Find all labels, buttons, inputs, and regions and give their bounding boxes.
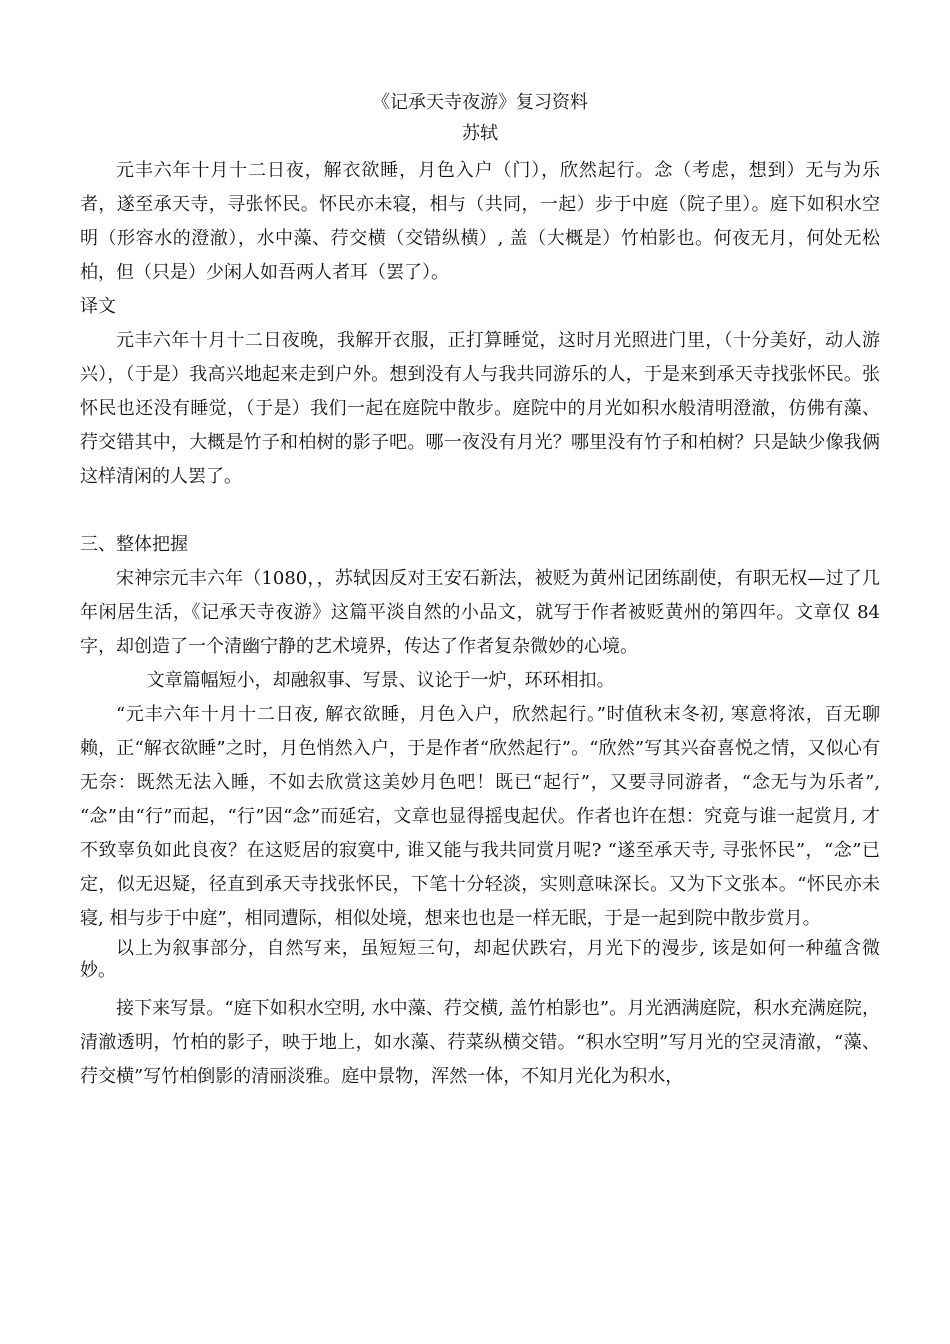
overview-paragraph-3: “元丰六年十月十二日夜, 解衣欲睡，月色入户，欣然起行。”时值秋末冬初, 寒意将浓，百无聊赖，正“解衣欲睡”之时，月色悄然入户，于是作者“欣然起行”。“欣然”写其兴奋喜悦之情，又似心有无奈：既然无法入睡，不如去欣赏这美妙月色吧！既已“起行”，又要寻同游者，“念无与为乐者”, “念”由“行”而起，“行”因“念”而延宕，文章也显得摇曳起伏。作者也许在想：究竟与谁一起赏月, 才不致辜负如此良夜？在这贬居的寂寞中, 谁又能与我共同赏月呢? “遂至承天寺, 寻张怀民”，“念”已定，似无迟疑，径直到承天寺找张怀民，下笔十分轻淡，实则意味深长。又为下文张本。“怀民亦未寝, 相与步于中庭”，相同遭际，相似处境，想来也也是一样无眠，于是一起到院中散步赏月。 <box>80 704 880 929</box>
translation-label: 译文 <box>80 296 116 317</box>
overview-paragraph-4: 以上为叙事部分，自然写来，虽短短三句，却起伏跌宕，月光下的漫步, 该是如何一种蕴含微妙。 <box>80 938 880 981</box>
document-page <box>80 88 880 1094</box>
translation-paragraph: 元丰六年十月十二日夜晚，我解开衣服，正打算睡觉，这时月光照进门里，（十分美好，动人游兴），（于是）我高兴地起来走到户外。想到没有人与我共同游乐的人，于是来到承天寺找张怀民。张怀民也还没有睡觉，（于是）我们一起在庭院中散步。庭院中的月光如积水般清明澄澈，仿佛有藻、荇交错其中，大概是竹子和柏树的影子吧。哪一夜没有月光？哪里没有竹子和柏树？只是缺少像我俩这样清闲的人罢了。 <box>80 330 880 487</box>
document-author: 苏轼 <box>462 123 498 144</box>
original-text-paragraph: 元丰六年十月十二日夜，解衣欲睡，月色入户（门），欣然起行。念（考虑，想到）无与为乐者，遂至承天寺，寻张怀民。怀民亦未寝，相与（共同，一起）步于中庭（院子里）。庭下如积水空明（形容水的澄澈），水中藻、荇交横（交错纵横）, 盖（大概是）竹柏影也。何夜无月，何处无松柏，但（只是）少闲人如吾两人者耳（罢了）。 <box>80 160 880 283</box>
document-title: 《记承天寺夜游》复习资料 <box>372 92 588 113</box>
section-heading: 三、整体把握 <box>80 534 188 555</box>
overview-paragraph-1: 宋神宗元丰六年（1080，，苏轼因反对王安石新法，被贬为黄州记团练副使，有职无权—过了几年闲居生活，《记承天寺夜游》这篇平淡自然的小品文，就写于作者被贬黄州的第四年。文章仅 84 字，却创造了一个清幽宁静的艺术境界，传达了作者复杂微妙的心境。 <box>80 568 880 657</box>
overview-paragraph-5: 接下来写景。“庭下如积水空明, 水中藻、荇交横, 盖竹柏影也”。月光洒满庭院，积水充满庭院，清澈透明，竹柏的影子，映于地上，如水藻、荇菜纵横交错。“积水空明”写月光的空灵清澈，“藻、荇交横”写竹柏倒影的清丽淡雅。庭中景物，浑然一体，不知月光化为积水， <box>80 998 880 1087</box>
overview-paragraph-2: 文章篇幅短小，却融叙事、写景、议论于一炉，环环相扣。 <box>146 670 615 691</box>
